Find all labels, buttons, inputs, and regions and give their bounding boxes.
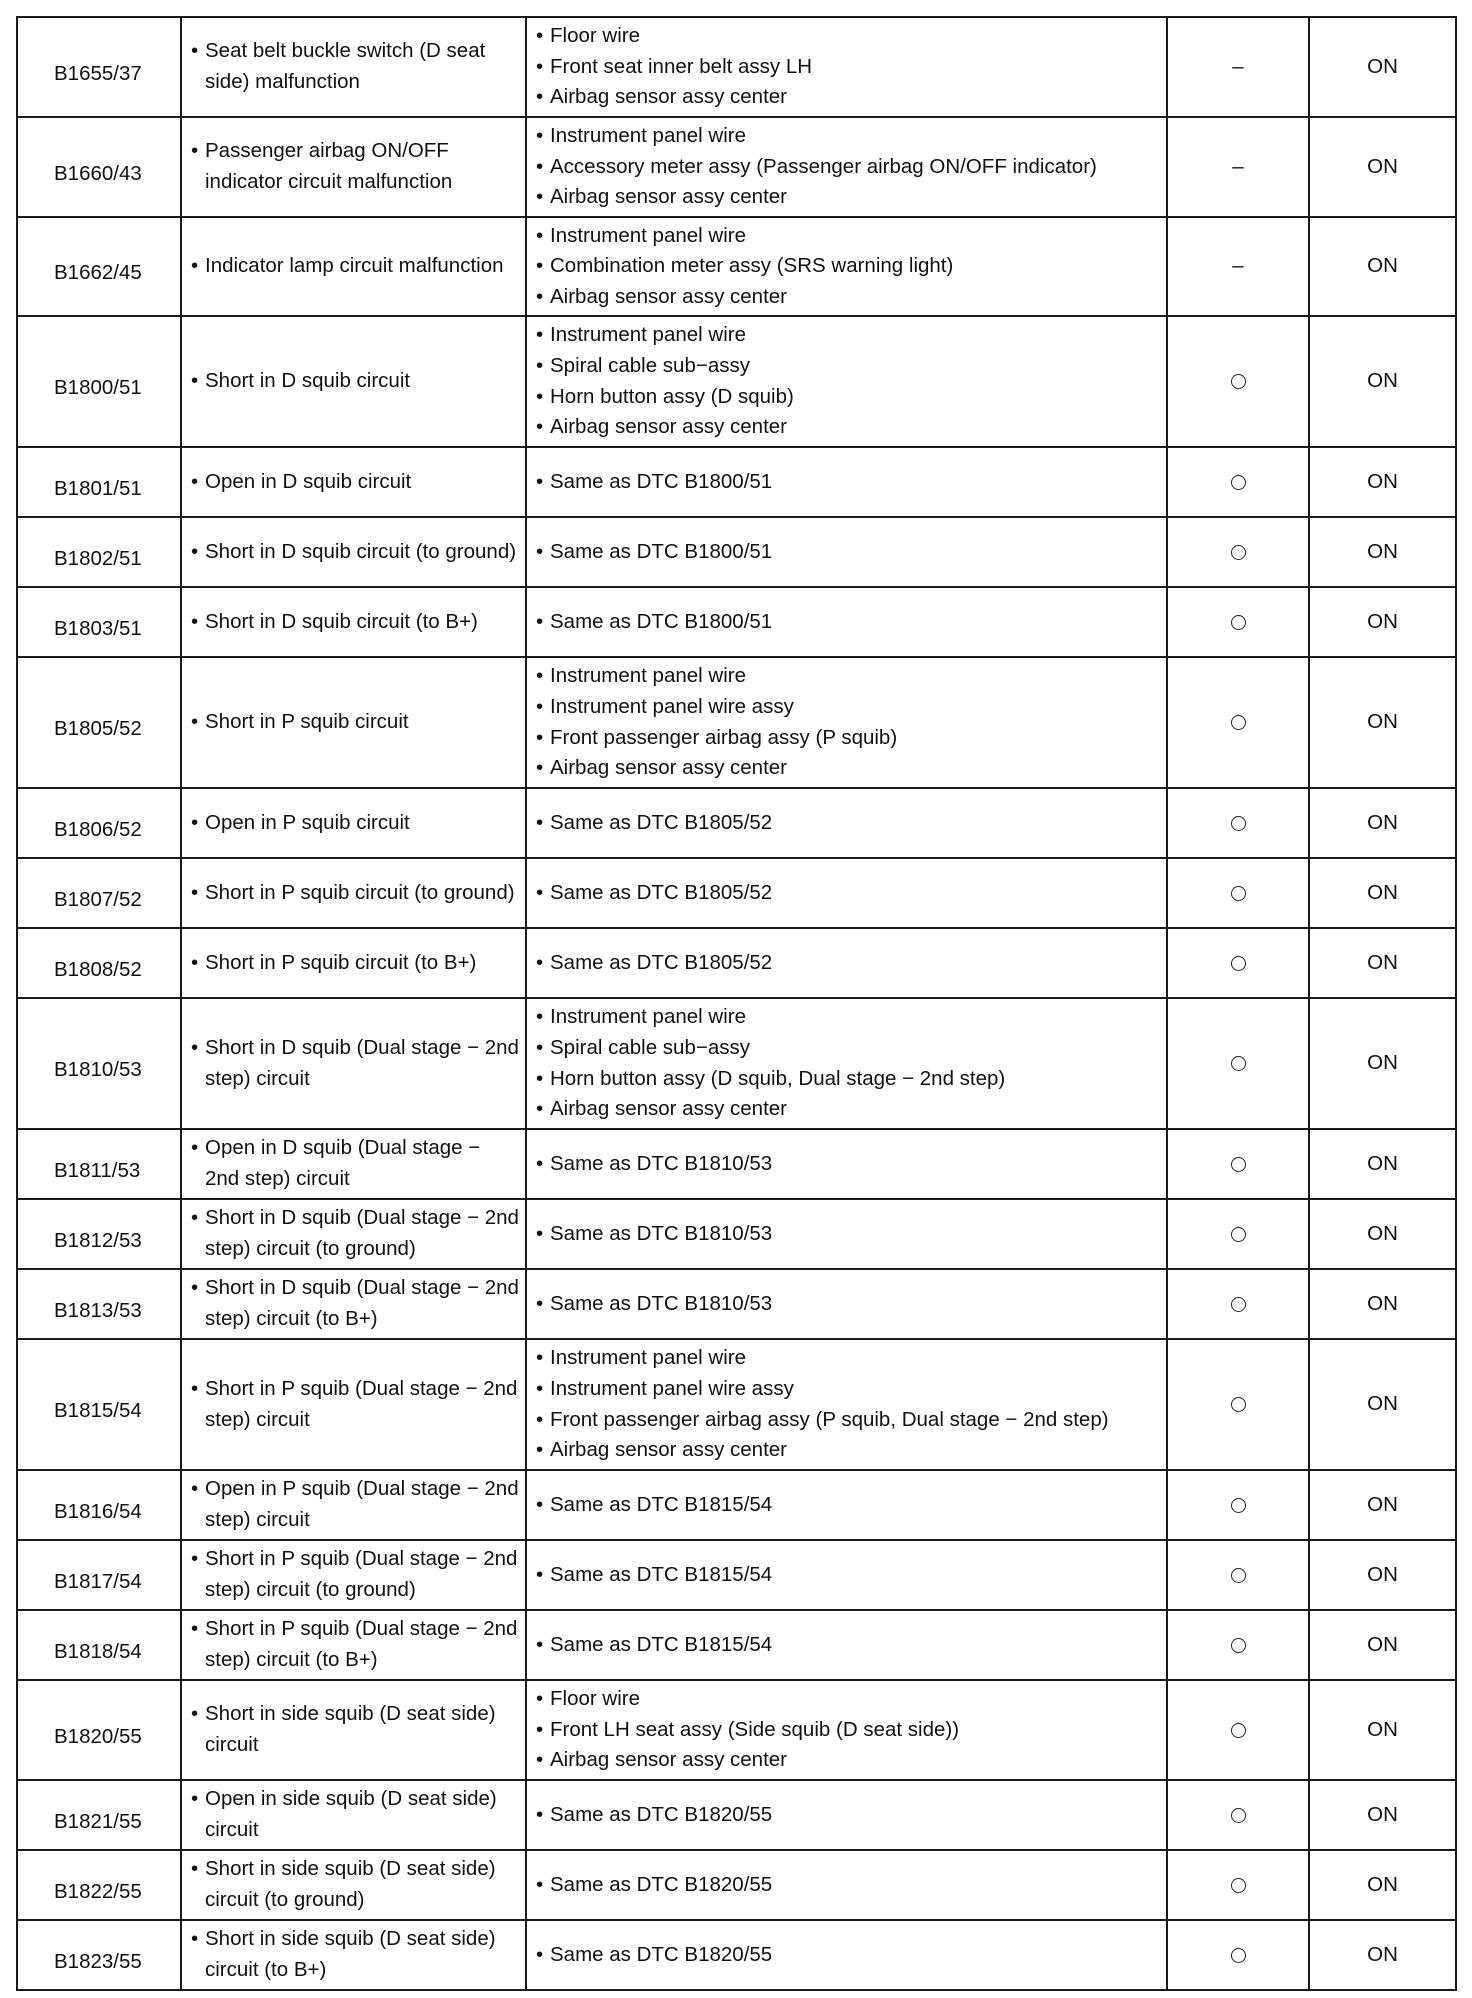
warning-light-cell (1309, 1850, 1456, 1920)
trouble-area-item: • Same as DTC B1815/54 (536, 1490, 1160, 1521)
warning-light-status: ON (1367, 950, 1398, 974)
dtc-code-cell (17, 1780, 181, 1850)
detection-item: • Short in D squib circuit (191, 366, 519, 397)
check-cell (1167, 1269, 1309, 1339)
dash-mark: – (1232, 254, 1244, 278)
check-cell (1167, 1610, 1309, 1680)
detection-item: • Short in P squib circuit (to B+) (191, 948, 519, 979)
trouble-area-item: • Same as DTC B1805/52 (536, 808, 1160, 839)
dtc-code-cell (17, 1610, 181, 1680)
trouble-area-item: • Same as DTC B1820/55 (536, 1800, 1160, 1831)
dtc-code-cell (17, 1269, 181, 1339)
warning-light-status: ON (1367, 1562, 1398, 1586)
dtc-code: B1655/37 (54, 61, 142, 85)
warning-light-status: ON (1367, 1717, 1398, 1741)
trouble-area-cell (526, 1540, 1167, 1610)
circle-mark-icon (1231, 1157, 1246, 1172)
table-row (17, 1540, 1456, 1610)
check-cell (1167, 17, 1309, 117)
dtc-code: B1802/51 (54, 546, 142, 570)
check-cell (1167, 788, 1309, 858)
trouble-area-cell (526, 447, 1167, 517)
detection-item-cell (181, 1850, 526, 1920)
check-cell (1167, 1129, 1309, 1199)
trouble-area-item: • Instrument panel wire (536, 1343, 1160, 1374)
trouble-area-item: • Instrument panel wire (536, 121, 1160, 152)
warning-light-status: ON (1367, 469, 1398, 493)
trouble-area-item: • Same as DTC B1810/53 (536, 1149, 1160, 1180)
dtc-code-cell (17, 998, 181, 1129)
warning-light-status: ON (1367, 1221, 1398, 1245)
table-row (17, 657, 1456, 788)
trouble-area-item: • Front passenger airbag assy (P squib) (536, 723, 1160, 754)
trouble-area-item: • Instrument panel wire assy (536, 1374, 1160, 1405)
detection-item-cell (181, 657, 526, 788)
trouble-area-item: • Airbag sensor assy center (536, 182, 1160, 213)
check-cell (1167, 447, 1309, 517)
detection-item: • Open in side squib (D seat side) circuit (191, 1784, 519, 1845)
check-cell (1167, 858, 1309, 928)
detection-item-cell (181, 316, 526, 447)
warning-light-cell (1309, 587, 1456, 657)
detection-item-cell (181, 17, 526, 117)
table-row (17, 1920, 1456, 1990)
trouble-area-item: • Floor wire (536, 21, 1160, 52)
dtc-code: B1818/54 (54, 1639, 142, 1663)
trouble-area-item: • Same as DTC B1800/51 (536, 537, 1160, 568)
warning-light-status: ON (1367, 1051, 1398, 1075)
table-row (17, 1610, 1456, 1680)
dtc-code-cell (17, 1470, 181, 1540)
dtc-code-cell (17, 587, 181, 657)
dtc-code-cell (17, 788, 181, 858)
detection-item-cell (181, 788, 526, 858)
trouble-area-cell (526, 1199, 1167, 1269)
trouble-area-item: • Same as DTC B1805/52 (536, 878, 1160, 909)
dtc-code-cell (17, 858, 181, 928)
warning-light-status: ON (1367, 1632, 1398, 1656)
dtc-code: B1812/53 (54, 1228, 142, 1252)
dtc-code: B1813/53 (54, 1298, 142, 1322)
table-row (17, 998, 1456, 1129)
warning-light-cell (1309, 1129, 1456, 1199)
check-cell (1167, 316, 1309, 447)
check-cell (1167, 1780, 1309, 1850)
check-cell (1167, 217, 1309, 316)
detection-item: • Short in D squib (Dual stage − 2nd step) circuit (to B+) (191, 1273, 519, 1334)
circle-mark-icon (1231, 1948, 1246, 1963)
detection-item-cell (181, 217, 526, 316)
trouble-area-item: • Accessory meter assy (Passenger airbag ON/OFF indicator) (536, 152, 1160, 183)
trouble-area-item: • Airbag sensor assy center (536, 412, 1160, 443)
warning-light-cell (1309, 998, 1456, 1129)
trouble-area-cell (526, 1610, 1167, 1680)
detection-item: • Short in D squib circuit (to ground) (191, 537, 519, 568)
circle-mark-icon (1231, 374, 1246, 389)
trouble-area-cell (526, 928, 1167, 998)
circle-mark-icon (1231, 1498, 1246, 1513)
dtc-table-body (17, 17, 1456, 1990)
detection-item-cell (181, 517, 526, 587)
detection-item: • Short in side squib (D seat side) circuit (to ground) (191, 1854, 519, 1915)
circle-mark-icon (1231, 475, 1246, 490)
dtc-code: B1815/54 (54, 1399, 142, 1423)
table-row (17, 17, 1456, 117)
trouble-area-item: • Same as DTC B1820/55 (536, 1940, 1160, 1971)
dtc-code: B1660/43 (54, 161, 142, 185)
check-cell (1167, 1470, 1309, 1540)
warning-light-status: ON (1367, 1802, 1398, 1826)
detection-item: • Short in P squib circuit (to ground) (191, 878, 519, 909)
warning-light-cell (1309, 1269, 1456, 1339)
detection-item: • Indicator lamp circuit malfunction (191, 251, 519, 282)
trouble-area-item: • Horn button assy (D squib, Dual stage − 2nd step) (536, 1064, 1160, 1095)
detection-item: • Seat belt buckle switch (D seat side) malfunction (191, 36, 519, 97)
warning-light-status: ON (1367, 1942, 1398, 1966)
trouble-area-cell (526, 117, 1167, 217)
dtc-code: B1816/54 (54, 1499, 142, 1523)
trouble-area-item: • Same as DTC B1820/55 (536, 1870, 1160, 1901)
check-cell (1167, 1920, 1309, 1990)
dtc-table (16, 16, 1457, 1991)
dtc-code-cell (17, 1199, 181, 1269)
table-row (17, 788, 1456, 858)
detection-item: • Open in P squib circuit (191, 808, 519, 839)
warning-light-status: ON (1367, 254, 1398, 278)
warning-light-status: ON (1367, 710, 1398, 734)
detection-item-cell (181, 1680, 526, 1780)
dtc-code: B1801/51 (54, 476, 142, 500)
detection-item-cell (181, 858, 526, 928)
table-row (17, 217, 1456, 316)
check-cell (1167, 1540, 1309, 1610)
circle-mark-icon (1231, 1297, 1246, 1312)
warning-light-cell (1309, 447, 1456, 517)
dtc-code-cell (17, 928, 181, 998)
dtc-code-cell (17, 17, 181, 117)
warning-light-status: ON (1367, 1872, 1398, 1896)
warning-light-status: ON (1367, 1151, 1398, 1175)
detection-item-cell (181, 1610, 526, 1680)
circle-mark-icon (1231, 615, 1246, 630)
warning-light-cell (1309, 928, 1456, 998)
dtc-code: B1662/45 (54, 261, 142, 285)
check-cell (1167, 657, 1309, 788)
warning-light-status: ON (1367, 609, 1398, 633)
warning-light-status: ON (1367, 369, 1398, 393)
check-cell (1167, 1199, 1309, 1269)
trouble-area-cell (526, 858, 1167, 928)
check-cell (1167, 1850, 1309, 1920)
trouble-area-item: • Front LH seat assy (Side squib (D seat side)) (536, 1715, 1160, 1746)
trouble-area-item: • Same as DTC B1810/53 (536, 1289, 1160, 1320)
detection-item-cell (181, 1129, 526, 1199)
table-row (17, 517, 1456, 587)
trouble-area-cell (526, 1780, 1167, 1850)
trouble-area-cell (526, 998, 1167, 1129)
table-row (17, 447, 1456, 517)
circle-mark-icon (1231, 1878, 1246, 1893)
circle-mark-icon (1231, 1808, 1246, 1823)
warning-light-cell (1309, 1470, 1456, 1540)
warning-light-cell (1309, 1540, 1456, 1610)
check-cell (1167, 1339, 1309, 1470)
dtc-code: B1822/55 (54, 1879, 142, 1903)
detection-item-cell (181, 1199, 526, 1269)
trouble-area-item: • Airbag sensor assy center (536, 1094, 1160, 1125)
table-row (17, 858, 1456, 928)
circle-mark-icon (1231, 956, 1246, 971)
trouble-area-item: • Instrument panel wire (536, 1002, 1160, 1033)
trouble-area-item: • Instrument panel wire assy (536, 692, 1160, 723)
table-row (17, 587, 1456, 657)
check-cell (1167, 1680, 1309, 1780)
trouble-area-item: • Instrument panel wire (536, 661, 1160, 692)
detection-item: • Short in P squib (Dual stage − 2nd step) circuit (to ground) (191, 1544, 519, 1605)
detection-item: • Open in D squib circuit (191, 467, 519, 498)
trouble-area-item: • Spiral cable sub−assy (536, 1033, 1160, 1064)
dtc-code-cell (17, 517, 181, 587)
warning-light-cell (1309, 1199, 1456, 1269)
trouble-area-item: • Same as DTC B1815/54 (536, 1630, 1160, 1661)
warning-light-cell (1309, 1610, 1456, 1680)
trouble-area-cell (526, 17, 1167, 117)
warning-light-status: ON (1367, 154, 1398, 178)
detection-item-cell (181, 1470, 526, 1540)
trouble-area-item: • Same as DTC B1815/54 (536, 1560, 1160, 1591)
circle-mark-icon (1231, 1723, 1246, 1738)
dtc-code-cell (17, 1680, 181, 1780)
warning-light-cell (1309, 858, 1456, 928)
trouble-area-item: • Instrument panel wire (536, 320, 1160, 351)
table-row (17, 1850, 1456, 1920)
dtc-code: B1810/53 (54, 1058, 142, 1082)
dtc-code: B1811/53 (54, 1158, 141, 1182)
trouble-area-item: • Front passenger airbag assy (P squib, Dual stage − 2nd step) (536, 1405, 1160, 1436)
table-row (17, 117, 1456, 217)
dtc-code: B1808/52 (54, 957, 142, 981)
check-cell (1167, 117, 1309, 217)
dtc-code: B1803/51 (54, 616, 142, 640)
detection-item-cell (181, 998, 526, 1129)
check-cell (1167, 517, 1309, 587)
trouble-area-item: • Same as DTC B1800/51 (536, 467, 1160, 498)
warning-light-cell (1309, 517, 1456, 587)
warning-light-cell (1309, 117, 1456, 217)
trouble-area-cell (526, 517, 1167, 587)
dtc-code: B1807/52 (54, 887, 142, 911)
table-row (17, 1339, 1456, 1470)
warning-light-status: ON (1367, 1291, 1398, 1315)
dtc-code-cell (17, 217, 181, 316)
table-row (17, 928, 1456, 998)
dtc-code-cell (17, 117, 181, 217)
table-row (17, 1199, 1456, 1269)
detection-item-cell (181, 1780, 526, 1850)
table-row (17, 316, 1456, 447)
table-row (17, 1470, 1456, 1540)
warning-light-status: ON (1367, 1392, 1398, 1416)
detection-item-cell (181, 928, 526, 998)
dash-mark: – (1232, 154, 1244, 178)
dtc-code: B1805/52 (54, 717, 142, 741)
dtc-code-cell (17, 447, 181, 517)
detection-item: • Short in D squib circuit (to B+) (191, 607, 519, 638)
circle-mark-icon (1231, 1638, 1246, 1653)
detection-item-cell (181, 117, 526, 217)
table-row (17, 1129, 1456, 1199)
check-cell (1167, 998, 1309, 1129)
warning-light-status: ON (1367, 54, 1398, 78)
trouble-area-item: • Same as DTC B1810/53 (536, 1219, 1160, 1250)
detection-item: • Open in D squib (Dual stage − 2nd step) circuit (191, 1133, 519, 1194)
warning-light-cell (1309, 316, 1456, 447)
circle-mark-icon (1231, 1568, 1246, 1583)
trouble-area-cell (526, 1269, 1167, 1339)
warning-light-cell (1309, 1339, 1456, 1470)
dtc-code-cell (17, 657, 181, 788)
dtc-code-cell (17, 1339, 181, 1470)
dtc-code-cell (17, 1129, 181, 1199)
dash-mark: – (1232, 54, 1244, 78)
trouble-area-item: • Same as DTC B1805/52 (536, 948, 1160, 979)
dtc-code: B1806/52 (54, 817, 142, 841)
dtc-code: B1817/54 (54, 1569, 142, 1593)
table-row (17, 1269, 1456, 1339)
warning-light-cell (1309, 657, 1456, 788)
warning-light-status: ON (1367, 880, 1398, 904)
circle-mark-icon (1231, 715, 1246, 730)
trouble-area-item: • Horn button assy (D squib) (536, 382, 1160, 413)
trouble-area-cell (526, 1470, 1167, 1540)
warning-light-cell (1309, 1680, 1456, 1780)
detection-item: • Short in D squib (Dual stage − 2nd step) circuit (191, 1033, 519, 1094)
trouble-area-cell (526, 587, 1167, 657)
trouble-area-cell (526, 1339, 1167, 1470)
circle-mark-icon (1231, 1227, 1246, 1242)
trouble-area-cell (526, 788, 1167, 858)
circle-mark-icon (1231, 886, 1246, 901)
trouble-area-cell (526, 657, 1167, 788)
warning-light-cell (1309, 788, 1456, 858)
trouble-area-item: • Combination meter assy (SRS warning light) (536, 251, 1160, 282)
trouble-area-item: • Floor wire (536, 1684, 1160, 1715)
check-cell (1167, 587, 1309, 657)
warning-light-cell (1309, 1920, 1456, 1990)
circle-mark-icon (1231, 816, 1246, 831)
detection-item: • Short in D squib (Dual stage − 2nd step) circuit (to ground) (191, 1203, 519, 1264)
detection-item: • Short in P squib (Dual stage − 2nd step) circuit (to B+) (191, 1614, 519, 1675)
trouble-area-item: • Airbag sensor assy center (536, 753, 1160, 784)
circle-mark-icon (1231, 1397, 1246, 1412)
circle-mark-icon (1231, 1056, 1246, 1071)
trouble-area-item: • Spiral cable sub−assy (536, 351, 1160, 382)
trouble-area-item: • Same as DTC B1800/51 (536, 607, 1160, 638)
detection-item: • Short in side squib (D seat side) circuit (to B+) (191, 1924, 519, 1985)
detection-item-cell (181, 447, 526, 517)
dtc-code-cell (17, 1850, 181, 1920)
trouble-area-cell (526, 1680, 1167, 1780)
dtc-code: B1821/55 (54, 1809, 142, 1833)
warning-light-status: ON (1367, 539, 1398, 563)
trouble-area-cell (526, 316, 1167, 447)
detection-item: • Short in P squib (Dual stage − 2nd step) circuit (191, 1374, 519, 1435)
trouble-area-cell (526, 1920, 1167, 1990)
dtc-code-cell (17, 316, 181, 447)
trouble-area-cell (526, 217, 1167, 316)
trouble-area-cell (526, 1129, 1167, 1199)
trouble-area-item: • Instrument panel wire (536, 221, 1160, 252)
warning-light-cell (1309, 17, 1456, 117)
dtc-code: B1800/51 (54, 376, 142, 400)
trouble-area-item: • Front seat inner belt assy LH (536, 52, 1160, 83)
warning-light-status: ON (1367, 810, 1398, 834)
check-cell (1167, 928, 1309, 998)
detection-item-cell (181, 1540, 526, 1610)
detection-item-cell (181, 1269, 526, 1339)
detection-item-cell (181, 587, 526, 657)
detection-item: • Short in side squib (D seat side) circuit (191, 1699, 519, 1760)
dtc-code: B1820/55 (54, 1724, 142, 1748)
detection-item: • Passenger airbag ON/OFF indicator circuit malfunction (191, 136, 519, 197)
trouble-area-item: • Airbag sensor assy center (536, 1435, 1160, 1466)
warning-light-status: ON (1367, 1492, 1398, 1516)
dtc-code-cell (17, 1920, 181, 1990)
trouble-area-cell (526, 1850, 1167, 1920)
table-row (17, 1780, 1456, 1850)
detection-item: • Open in P squib (Dual stage − 2nd step) circuit (191, 1474, 519, 1535)
detection-item-cell (181, 1339, 526, 1470)
dtc-code: B1823/55 (54, 1949, 142, 1973)
trouble-area-item: • Airbag sensor assy center (536, 282, 1160, 313)
detection-item-cell (181, 1920, 526, 1990)
warning-light-cell (1309, 1780, 1456, 1850)
table-row (17, 1680, 1456, 1780)
circle-mark-icon (1231, 545, 1246, 560)
trouble-area-item: • Airbag sensor assy center (536, 82, 1160, 113)
trouble-area-item: • Airbag sensor assy center (536, 1745, 1160, 1776)
warning-light-cell (1309, 217, 1456, 316)
dtc-code-cell (17, 1540, 181, 1610)
detection-item: • Short in P squib circuit (191, 707, 519, 738)
